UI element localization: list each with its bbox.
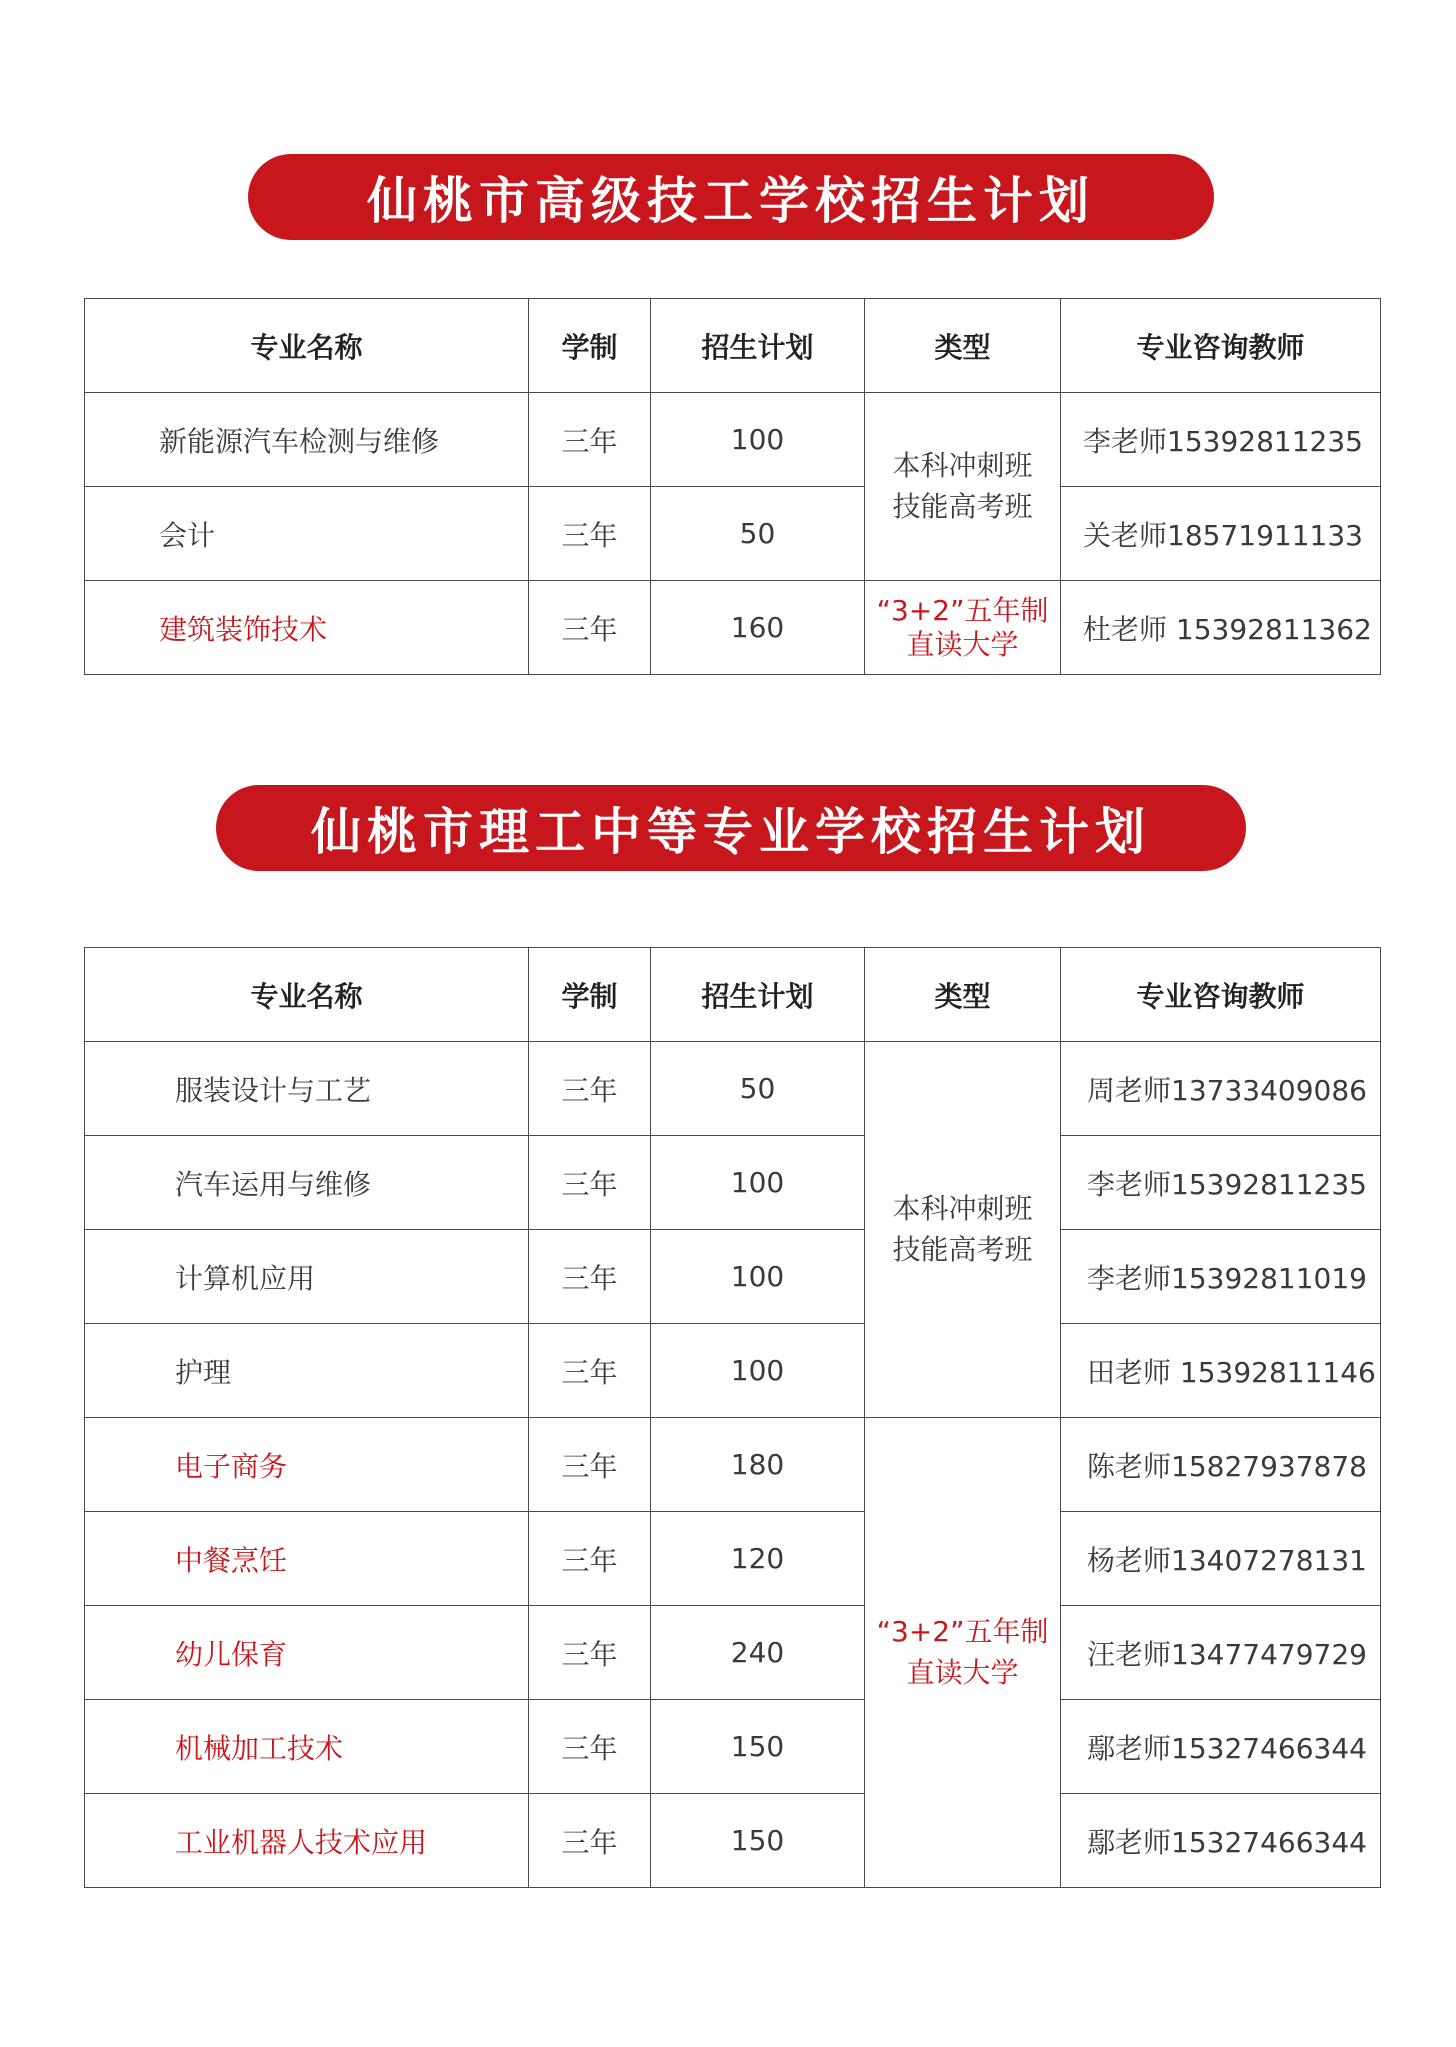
plan-count: 160 xyxy=(651,581,865,675)
table-row xyxy=(85,1324,1381,1418)
plan-count: 100 xyxy=(651,1230,865,1324)
type-line: “3+2”五年制 xyxy=(876,1614,1049,1648)
plan-count: 50 xyxy=(651,1042,865,1136)
major-name: 护理 xyxy=(85,1324,529,1418)
years: 三年 xyxy=(529,393,651,487)
major-name: 会计 xyxy=(85,487,529,581)
section1-title: 仙桃市高级技工学校招生计划 xyxy=(367,172,1095,230)
teacher-contact: 杜老师 15392811362 xyxy=(1061,581,1381,675)
major-name: 工业机器人技术应用 xyxy=(85,1794,529,1888)
type-line: 直读大学 xyxy=(906,1655,1019,1689)
table-header-row xyxy=(85,299,1381,393)
years: 三年 xyxy=(529,1512,651,1606)
teacher-contact: 陈老师15827937878 xyxy=(1061,1418,1381,1512)
type-line: 直读大学 xyxy=(906,627,1019,661)
table-row xyxy=(85,1512,1381,1606)
type-line: 本科冲刺班 xyxy=(892,448,1033,482)
table-row xyxy=(85,1794,1381,1888)
major-name: 建筑装饰技术 xyxy=(85,581,529,675)
years: 三年 xyxy=(529,1606,651,1700)
major-name: 幼儿保育 xyxy=(85,1606,529,1700)
section1-title-banner xyxy=(248,154,1214,240)
header-type: 类型 xyxy=(865,299,1061,393)
table-row xyxy=(85,393,1381,487)
years: 三年 xyxy=(529,1418,651,1512)
table-header-row xyxy=(85,948,1381,1042)
table-row xyxy=(85,1230,1381,1324)
section1-enrollment-table xyxy=(84,298,1381,675)
table-row xyxy=(85,581,1381,675)
major-name: 中餐烹饪 xyxy=(85,1512,529,1606)
header-teacher: 专业咨询教师 xyxy=(1061,299,1381,393)
major-name: 新能源汽车检测与维修 xyxy=(85,393,529,487)
major-name: 机械加工技术 xyxy=(85,1700,529,1794)
teacher-contact: 周老师13733409086 xyxy=(1061,1042,1381,1136)
years: 三年 xyxy=(529,1324,651,1418)
plan-count: 150 xyxy=(651,1794,865,1888)
section2-title-banner xyxy=(216,785,1246,871)
header-type: 类型 xyxy=(865,948,1061,1042)
header-years: 学制 xyxy=(529,299,651,393)
header-plan: 招生计划 xyxy=(651,948,865,1042)
major-name: 汽车运用与维修 xyxy=(85,1136,529,1230)
plan-count: 120 xyxy=(651,1512,865,1606)
teacher-contact: 李老师15392811235 xyxy=(1061,393,1381,487)
plan-count: 50 xyxy=(651,487,865,581)
type-line: 技能高考班 xyxy=(892,1232,1033,1266)
teacher-contact: 李老师15392811019 xyxy=(1061,1230,1381,1324)
type-cell xyxy=(865,1042,1061,1418)
plan-count: 240 xyxy=(651,1606,865,1700)
plan-count: 100 xyxy=(651,1136,865,1230)
section2-title: 仙桃市理工中等专业学校招生计划 xyxy=(311,803,1151,861)
table-row xyxy=(85,1700,1381,1794)
plan-count: 100 xyxy=(651,393,865,487)
header-major: 专业名称 xyxy=(85,948,529,1042)
years: 三年 xyxy=(529,1136,651,1230)
table-row xyxy=(85,1418,1381,1512)
type-cell xyxy=(865,1418,1061,1888)
type-cell xyxy=(865,393,1061,581)
type-line: 本科冲刺班 xyxy=(892,1191,1033,1225)
type-cell xyxy=(865,581,1061,675)
table-row xyxy=(85,487,1381,581)
teacher-contact: 关老师18571911133 xyxy=(1061,487,1381,581)
table-row xyxy=(85,1136,1381,1230)
teacher-contact: 鄢老师15327466344 xyxy=(1061,1700,1381,1794)
major-name: 电子商务 xyxy=(85,1418,529,1512)
years: 三年 xyxy=(529,1794,651,1888)
teacher-contact: 杨老师13407278131 xyxy=(1061,1512,1381,1606)
table-row xyxy=(85,1606,1381,1700)
years: 三年 xyxy=(529,581,651,675)
plan-count: 180 xyxy=(651,1418,865,1512)
years: 三年 xyxy=(529,1230,651,1324)
header-teacher: 专业咨询教师 xyxy=(1061,948,1381,1042)
years: 三年 xyxy=(529,487,651,581)
teacher-contact: 鄢老师15327466344 xyxy=(1061,1794,1381,1888)
header-major: 专业名称 xyxy=(85,299,529,393)
years: 三年 xyxy=(529,1700,651,1794)
teacher-contact: 李老师15392811235 xyxy=(1061,1136,1381,1230)
plan-count: 150 xyxy=(651,1700,865,1794)
table-row xyxy=(85,1042,1381,1136)
major-name: 服装设计与工艺 xyxy=(85,1042,529,1136)
teacher-contact: 汪老师13477479729 xyxy=(1061,1606,1381,1700)
major-name: 计算机应用 xyxy=(85,1230,529,1324)
header-plan: 招生计划 xyxy=(651,299,865,393)
type-line: “3+2”五年制 xyxy=(876,593,1049,627)
type-line: 技能高考班 xyxy=(892,489,1033,523)
header-years: 学制 xyxy=(529,948,651,1042)
section2-enrollment-table xyxy=(84,947,1381,1888)
years: 三年 xyxy=(529,1042,651,1136)
plan-count: 100 xyxy=(651,1324,865,1418)
teacher-contact: 田老师 15392811146 xyxy=(1061,1324,1381,1418)
